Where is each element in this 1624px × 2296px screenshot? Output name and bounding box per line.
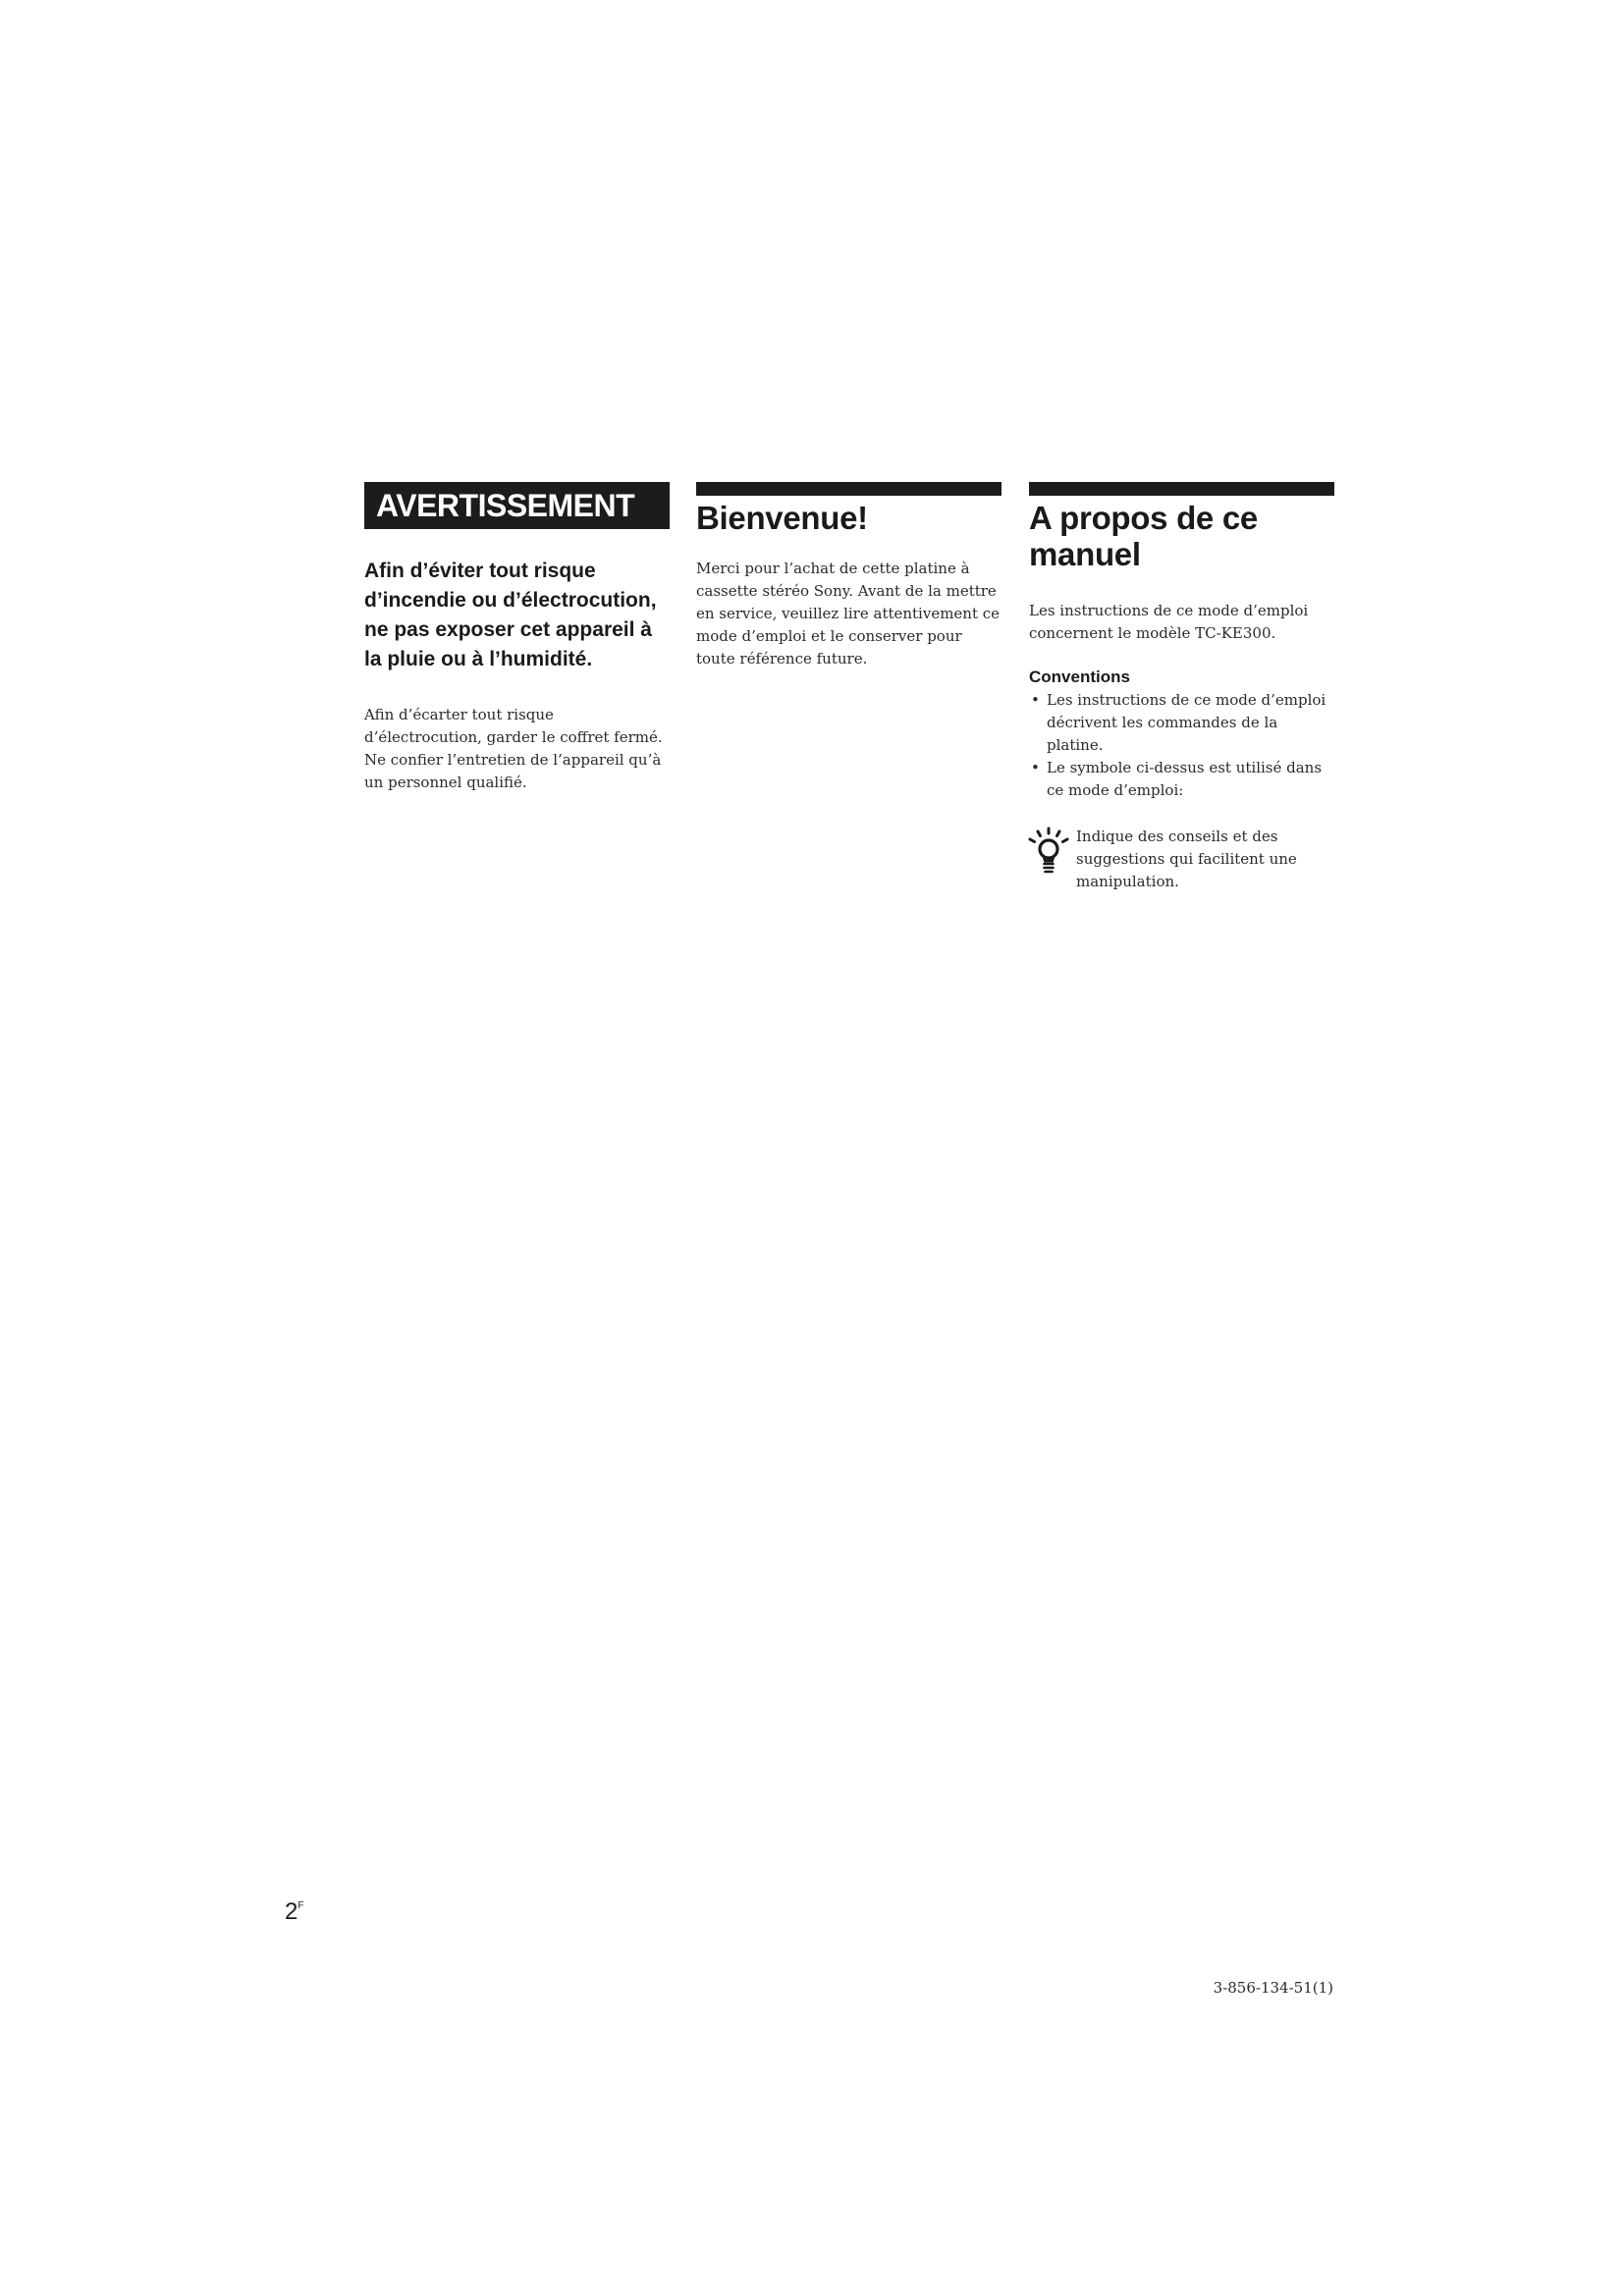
bullet: • — [1031, 759, 1040, 776]
warning-section — [364, 482, 670, 794]
page-suffix: F — [298, 1900, 304, 1911]
list-item — [1029, 689, 1334, 757]
tip-text: Indique des conseils et des suggestions qui facilitent une manipulation. — [1076, 828, 1297, 890]
document-code: 3-856-134-51(1) — [1213, 1979, 1333, 1997]
warning-body: Afin d’écarter tout risque d’électrocution, garder le coffret fermé. Ne confier l’entretien de l’appareil qu’à un personnel qualifié. — [364, 706, 663, 791]
page-number — [285, 1898, 303, 1926]
section-rule — [696, 482, 1001, 496]
warning-bold-text: Afin d’éviter tout risque d’incendie ou d’électrocution, ne pas exposer cet appareil à la pluie ou à l’humidité. — [364, 560, 657, 670]
about-section — [1029, 482, 1334, 893]
page-number-value: 2 — [285, 1898, 298, 1925]
warning-title: AVERTISSEMENT — [364, 482, 670, 529]
convention-text: Les instructions de ce mode d’emploi décrivent les commandes de la platine. — [1047, 691, 1326, 754]
about-intro: Les instructions de ce mode d’emploi concernent le modèle TC-KE300. — [1029, 602, 1309, 642]
welcome-body: Merci pour l’achat de cette platine à cassette stéréo Sony. Avant de la mettre en service, veuillez lire attentivement ce mode d’emploi et le conserver pour toute référence future. — [696, 560, 1001, 667]
tip-row — [1029, 826, 1334, 893]
convention-text: Le symbole ci-dessus est utilisé dans ce mode d’emploi: — [1047, 759, 1323, 799]
section-rule — [1029, 482, 1334, 496]
welcome-section — [696, 482, 1001, 670]
about-title: A propos de ce manuel — [1029, 500, 1258, 572]
conventions-title: Conventions — [1029, 667, 1130, 686]
welcome-title: Bienvenue! — [696, 500, 868, 536]
list-item — [1029, 757, 1334, 802]
conventions-list — [1029, 689, 1334, 802]
bullet: • — [1031, 691, 1040, 709]
lightbulb-icon — [1023, 826, 1076, 885]
